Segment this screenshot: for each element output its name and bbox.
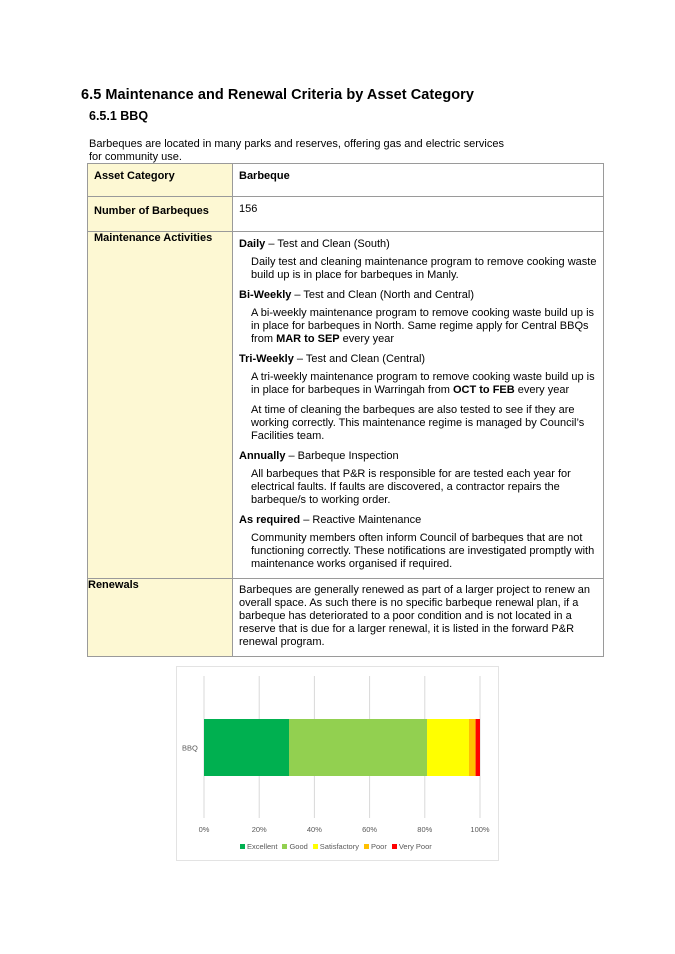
intro-line-2: for community use.: [89, 150, 182, 163]
bar-segment-very-poor: [476, 719, 480, 776]
activity-annually-heading: Annually – Barbeque Inspection: [239, 450, 399, 462]
number-value: 156: [233, 197, 604, 232]
legend-item-very-poor: [392, 842, 432, 851]
legend-label: Good: [289, 842, 308, 851]
bar-segment-satisfactory: [427, 719, 469, 776]
activity-as-required-heading: As required – Reactive Maintenance: [239, 514, 422, 526]
x-tick-label: 60%: [362, 825, 378, 834]
number-label: Number of Barbeques: [88, 197, 233, 232]
activity-triweekly-body-2: At time of cleaning the barbeques are also tested to see if they are working correctly. This maintenance regime is managed by Council’s Facilities team.: [251, 404, 585, 442]
bar-segment-poor: [469, 719, 476, 776]
category-label: BBQ: [182, 743, 198, 753]
activity-as-required-body: Community members often inform Council of barbeques that are not functioning correctly. These notifications are investigated promptly with maintenance works organised if required.: [251, 532, 595, 570]
chart-legend-items: [240, 842, 437, 851]
legend-item-excellent: [240, 842, 277, 851]
legend-label: Poor: [370, 842, 387, 851]
chart-bars: [204, 719, 480, 776]
legend-label: Very Poor: [398, 842, 432, 851]
legend-swatch: [392, 844, 397, 849]
x-tick-label: 40%: [306, 825, 322, 834]
x-tick-label: 100%: [470, 825, 490, 834]
legend-swatch: [282, 844, 287, 849]
legend-item-poor: [364, 842, 387, 851]
bar-segment-excellent: [204, 719, 289, 776]
x-tick-label: 20%: [251, 825, 267, 834]
chart-x-tick-labels: [199, 825, 490, 834]
maintenance-label: Maintenance Activities: [88, 232, 233, 579]
legend-label: Satisfactory: [319, 842, 359, 851]
activity-triweekly-heading: Tri-Weekly – Test and Clean (Central): [239, 353, 426, 365]
legend-item-satisfactory: [313, 842, 359, 851]
renewals-label: Renewals: [88, 579, 233, 657]
activity-daily-body: Daily test and cleaning maintenance program to remove cooking waste build up is in place for barbeques in Manly.: [251, 256, 597, 281]
legend-label: Excellent: [247, 842, 278, 851]
activity-daily-heading: Daily – Test and Clean (South): [239, 238, 390, 250]
intro-line-1: Barbeques are located in many parks and reserves, offering gas and electric services: [89, 138, 504, 150]
x-tick-label: 0%: [198, 825, 210, 834]
legend-swatch: [313, 844, 318, 849]
section-heading: 6.5 Maintenance and Renewal Criteria by Asset Category: [81, 87, 474, 103]
subsection-heading: 6.5.1 BBQ: [89, 109, 149, 123]
x-tick-label: 80%: [417, 825, 433, 834]
bar-segment-good: [289, 719, 427, 776]
legend-swatch: [240, 844, 245, 849]
activity-biweekly-body: A bi-weekly maintenance program to remove cooking waste build up is in place for barbeques in North. Same regime apply for Central BBQs from MAR to SEP every year: [251, 307, 595, 345]
chart-category-labels: [182, 744, 198, 753]
activity-triweekly-body: A tri-weekly maintenance program to remove cooking waste build up is in place for barbeques in Warringah from OCT to FEB every year: [251, 371, 595, 396]
legend-swatch: [364, 844, 369, 849]
renewals-text: Barbeques are generally renewed as part of a larger project to renew an overall space. As such there is no specific barbeque renewal plan, if a barbeque has deteriorated to a poor condition and is not located in a reserve that is due for a larger renewal, it is listed in the forward P&R renewal program.: [239, 584, 590, 648]
legend-item-good: [282, 842, 307, 851]
activity-annually-body: All barbeques that P&R is responsible for are tested each year for electrical faults. If faults are discovered, a contractor repairs the barbeque/s to working order.: [251, 468, 571, 506]
asset-category-label: Asset Category: [88, 164, 233, 197]
asset-category-value: Barbeque: [233, 164, 604, 197]
activity-biweekly-heading: Bi-Weekly – Test and Clean (North and Central): [239, 289, 474, 301]
